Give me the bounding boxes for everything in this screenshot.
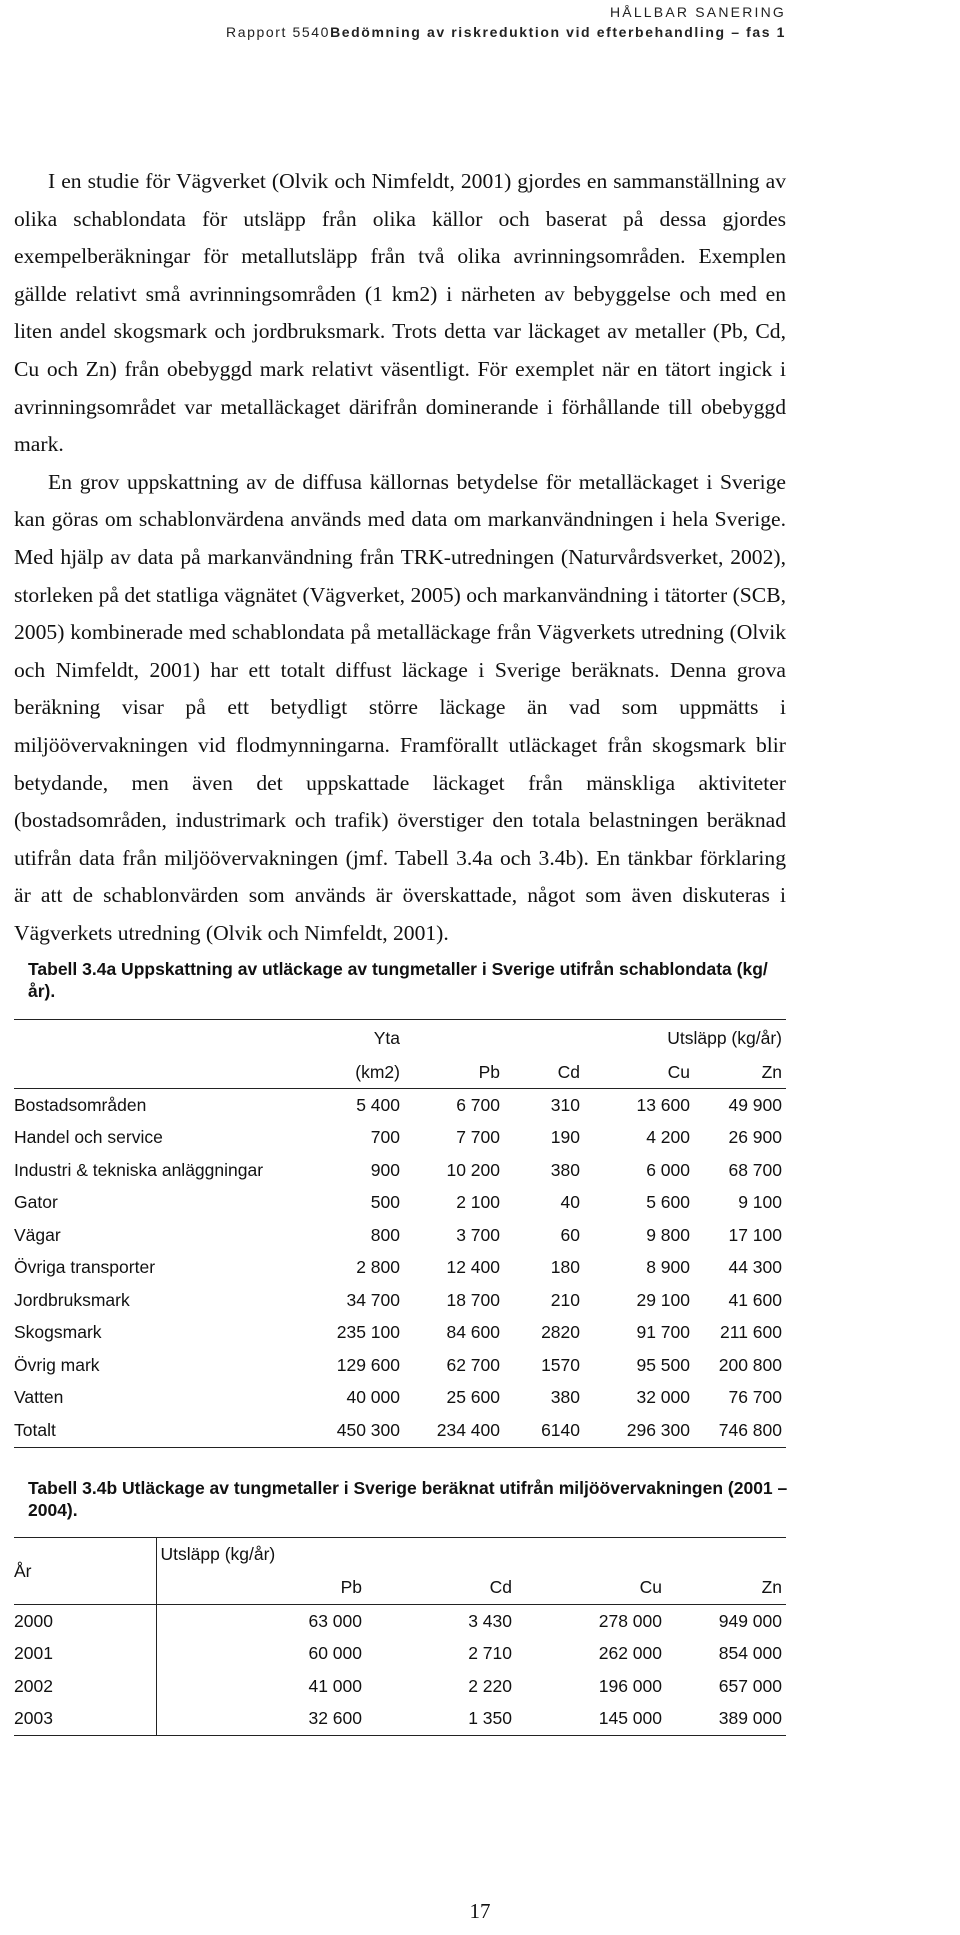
table-row	[14, 1605, 786, 1638]
table-cell: 13 600	[636, 1094, 690, 1115]
table-cell: 3 700	[456, 1224, 500, 1245]
table-a-utslapp-header: Utsläpp (kg/år)	[584, 1020, 786, 1057]
table-cell: 17 100	[728, 1224, 782, 1245]
table-cell: 34 700	[346, 1289, 400, 1310]
table-cell: 389 000	[666, 1703, 786, 1736]
table-cell: 310	[550, 1094, 580, 1115]
table-cell: 5 600	[646, 1192, 690, 1213]
table-cell: 949 000	[718, 1610, 782, 1631]
table-cell: 6140	[504, 1414, 584, 1447]
paragraph-1: I en studie för Vägverket (Olvik och Nimfeldt, 2001) gjordes en sammanställning av olika schablondata för utsläpp från olika källor och baserat på dessa gjordes exempelberäkningar för metallutsläpp från två olika avrinningsområden. Exemplen gällde relativt små avrinningsområden (1 km2) i närheten av bebyggelse och med en liten andel skogsmark och jordbruksmark. Trots detta var läckaget av metaller (Pb, Cd, Cu och Zn) från obebyggd mark relativt väsentligt. För exemplet när en tätort ingick i avrinningsområdet var metalläckaget därifrån dominerande i förhållande till obebyggd mark.	[14, 169, 786, 457]
table-cell: 2 100	[456, 1192, 500, 1213]
table-cell: 200 800	[718, 1354, 782, 1375]
table-cell: 700	[370, 1127, 400, 1148]
table-b-row-header: År	[14, 1538, 156, 1605]
table-cell: 7 700	[456, 1127, 500, 1148]
table-row	[14, 1284, 786, 1317]
body-text	[14, 163, 786, 952]
table-cell: 380	[550, 1387, 580, 1408]
table-a-yta-header: Yta	[314, 1020, 404, 1057]
table-cell: 8 900	[646, 1257, 690, 1278]
table-cell: 9 100	[738, 1192, 782, 1213]
table-a-col-header: Zn	[694, 1056, 786, 1089]
table-row	[14, 1219, 786, 1252]
table-cell: 95 500	[636, 1354, 690, 1375]
table-a-col-header: Cd	[504, 1056, 584, 1089]
row-label: Övriga transporter	[14, 1257, 156, 1278]
table-cell: 32 000	[636, 1387, 690, 1408]
table-cell: 44 300	[728, 1257, 782, 1278]
paragraph-2: En grov uppskattning av de diffusa källornas betydelse för metalläckaget i Sverige kan göras om schablonvärdena används med data om markanvändningen i hela Sverige. Med hjälp av data på markanvändning från TRK-utredningen (Naturvårdsverket, 2002), storleken på det statliga vägnätet (Vägverket, 2005) och markanvändning i tätorter (SCB, 2005) kombinerade med schablondata på metalläckage från Vägverkets utredning (Olvik och Nimfeldt, 2001) har ett totalt diffust läckage i Sverige beräknats. Denna grova beräkning visar på ett betydligt större läckage än vad som uppmätts i miljöövervakningen vid flodmynningarna. Framförallt utläckaget från skogsmark blir betydande, men även det uppskattade läckaget från mänskliga aktiviteter (bostadsområden, industrimark och trafik) överstiger den totala belastningen beräknad utifrån data från miljöövervakningen (jmf. Tabell 3.4a och 3.4b). En tänkbar förklaring är att de schablonvärden som används är överskattade, något som även diskuteras i Vägverkets utredning (Olvik och Nimfeldt, 2001).	[14, 469, 786, 945]
table-cell: 12 400	[446, 1257, 500, 1278]
row-label: Jordbruksmark	[14, 1289, 130, 1310]
table-cell: 41 600	[728, 1289, 782, 1310]
table-a	[14, 1019, 786, 1448]
table-cell: 800	[370, 1224, 400, 1245]
table-cell: 10 200	[446, 1159, 500, 1180]
table-row	[14, 1089, 786, 1122]
table-cell: 32 600	[156, 1703, 366, 1736]
table-cell: 657 000	[718, 1675, 782, 1696]
table-cell: 145 000	[516, 1703, 666, 1736]
table-b-body	[14, 1605, 786, 1736]
table-b-utslapp-header: Utsläpp (kg/år)	[156, 1538, 786, 1572]
header-report-line	[0, 22, 786, 42]
table-b-col-header: Zn	[666, 1571, 786, 1605]
table-a-header-top	[14, 1020, 786, 1057]
table-cell: 500	[370, 1192, 400, 1213]
table-a-col-header: Pb	[404, 1056, 504, 1089]
row-label: 2002	[14, 1675, 53, 1696]
table-cell: 6 700	[456, 1094, 500, 1115]
table-b-col-header: Cu	[516, 1571, 666, 1605]
table-cell: 41 000	[156, 1670, 366, 1703]
table-row	[14, 1349, 786, 1382]
table-cell: 1 350	[366, 1703, 516, 1736]
table-a-header-cols	[14, 1056, 786, 1089]
table-cell: 18 700	[446, 1289, 500, 1310]
table-row	[14, 1252, 786, 1285]
page-number: 17	[469, 1899, 491, 1923]
table-cell: 5 400	[356, 1094, 400, 1115]
table-row	[14, 1122, 786, 1155]
table-row	[14, 1317, 786, 1350]
table-cell: 76 700	[728, 1387, 782, 1408]
row-label: 2003	[14, 1703, 156, 1736]
table-row	[14, 1414, 786, 1447]
table-b-header-top	[14, 1538, 786, 1572]
table-cell: 129 600	[336, 1354, 400, 1375]
table-b	[14, 1537, 786, 1736]
table-row	[14, 1187, 786, 1220]
table-a-caption: Tabell 3.4a Uppskattning av utläckage av tungmetaller i Sverige utifrån schablondata (kg/år).	[28, 959, 768, 1001]
table-cell: 62 700	[446, 1354, 500, 1375]
row-label: Totalt	[14, 1414, 314, 1447]
table-cell: 68 700	[728, 1159, 782, 1180]
table-cell: 380	[550, 1159, 580, 1180]
table-cell: 84 600	[446, 1322, 500, 1343]
table-cell: 262 000	[598, 1643, 662, 1664]
row-label: 2000	[14, 1610, 53, 1631]
table-row	[14, 1638, 786, 1671]
table-row	[14, 1703, 786, 1736]
header-report-title: Bedömning av riskreduktion vid efterbehandling – fas 1	[330, 24, 786, 40]
table-cell: 278 000	[598, 1610, 662, 1631]
row-label: Vägar	[14, 1224, 61, 1245]
table-a-col-header: Cu	[584, 1056, 694, 1089]
table-cell: 210	[550, 1289, 580, 1310]
table-cell: 91 700	[636, 1322, 690, 1343]
table-cell: 2 220	[468, 1675, 512, 1696]
row-label: Vatten	[14, 1387, 64, 1408]
row-label: Handel och service	[14, 1127, 163, 1148]
table-a-col-header: (km2)	[314, 1056, 404, 1089]
table-cell: 25 600	[446, 1387, 500, 1408]
table-cell: 746 800	[694, 1414, 786, 1447]
table-cell: 40	[560, 1192, 580, 1213]
table-row	[14, 1154, 786, 1187]
table-cell: 9 800	[646, 1224, 690, 1245]
header-title: HÅLLBAR SANERING	[609, 4, 786, 20]
table-cell: 60	[560, 1224, 580, 1245]
table-cell: 180	[550, 1257, 580, 1278]
table-cell: 60 000	[156, 1638, 366, 1671]
table-cell: 26 900	[728, 1127, 782, 1148]
table-a-body	[14, 1089, 786, 1448]
table-cell: 4 200	[646, 1127, 690, 1148]
table-cell: 211 600	[720, 1322, 782, 1343]
table-b-col-header: Pb	[156, 1571, 366, 1605]
table-row	[14, 1670, 786, 1703]
table-cell: 190	[550, 1127, 580, 1148]
table-cell: 6 000	[646, 1159, 690, 1180]
table-b-caption: Tabell 3.4b Utläckage av tungmetaller i Sverige beräknat utifrån miljöövervakningen (2001 – 2004).	[28, 1478, 788, 1520]
table-cell: 2 710	[468, 1643, 512, 1664]
row-label: 2001	[14, 1643, 53, 1664]
table-cell: 40 000	[346, 1387, 400, 1408]
table-cell: 234 400	[404, 1414, 504, 1447]
table-cell: 235 100	[336, 1322, 400, 1343]
table-cell: 29 100	[636, 1289, 690, 1310]
table-cell: 49 900	[728, 1094, 782, 1115]
table-cell: 2820	[541, 1322, 580, 1343]
row-label: Skogsmark	[14, 1322, 102, 1343]
header-report-label: Rapport 5540	[226, 24, 331, 40]
row-label: Gator	[14, 1192, 58, 1213]
table-cell: 854 000	[718, 1643, 782, 1664]
table-cell: 296 300	[584, 1414, 694, 1447]
row-label: Industri & tekniska anläggningar	[14, 1159, 264, 1180]
table-b-col-header: Cd	[366, 1571, 516, 1605]
page-header	[0, 2, 786, 42]
table-row	[14, 1382, 786, 1415]
table-cell: 1570	[541, 1354, 580, 1375]
table-cell: 196 000	[598, 1675, 662, 1696]
table-cell: 900	[370, 1159, 400, 1180]
table-cell: 63 000	[156, 1605, 366, 1638]
row-label: Bostadsområden	[14, 1094, 147, 1115]
table-cell: 3 430	[468, 1610, 512, 1631]
table-cell: 2 800	[356, 1257, 400, 1278]
row-label: Övrig mark	[14, 1354, 100, 1375]
table-cell: 450 300	[314, 1414, 404, 1447]
